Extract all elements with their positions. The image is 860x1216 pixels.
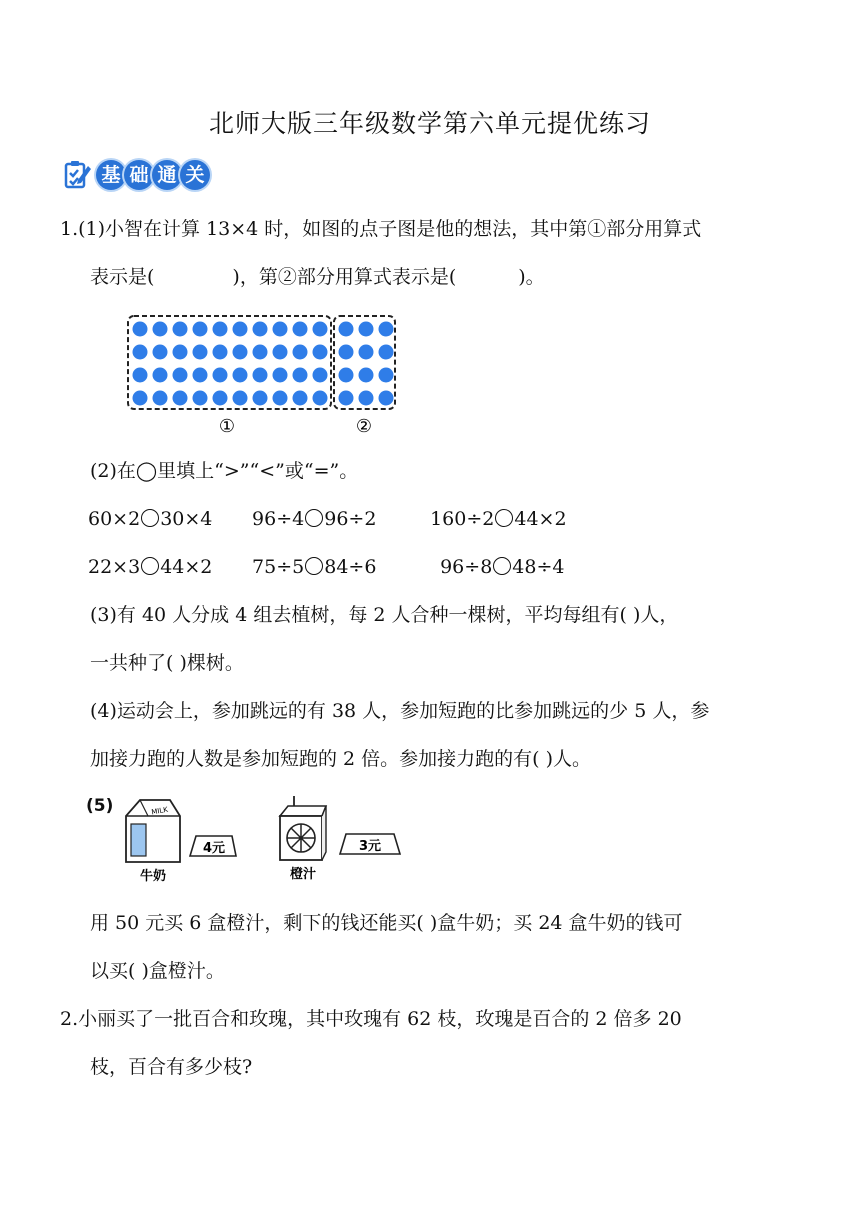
badge-char: 础: [124, 160, 154, 190]
dot: [273, 322, 288, 337]
dot: [213, 368, 228, 383]
badge-char: 基: [96, 160, 126, 190]
dot: [253, 345, 268, 360]
dot: [339, 368, 354, 383]
dot: [313, 322, 328, 337]
dot: [313, 368, 328, 383]
dot: [253, 368, 268, 383]
dot: [293, 391, 308, 406]
q1-p3-line2: 一共种了( )棵树。: [90, 652, 244, 674]
dot: [233, 322, 248, 337]
price-illustration: [118, 796, 418, 886]
compare-item: [430, 504, 566, 534]
compare-left: 60×2: [88, 508, 141, 530]
dot: [173, 322, 188, 337]
compare-right: 84÷6: [324, 556, 377, 578]
compare-item: [88, 504, 246, 534]
compare-left: 96÷4: [252, 508, 305, 530]
dot: [359, 368, 374, 383]
q1-p2-heading: (2)在◯里填上“>”“<”或“=”。: [90, 460, 359, 482]
milk-price: 4元: [202, 841, 226, 856]
compare-circle[interactable]: [493, 557, 511, 575]
dot: [133, 345, 148, 360]
dot: [133, 368, 148, 383]
dot: [193, 322, 208, 337]
dot: [193, 391, 208, 406]
compare-right: 44×2: [514, 508, 567, 530]
compare-left: 96÷8: [440, 556, 493, 578]
dot-group-1: [133, 322, 328, 406]
q1-p4-line2: 加接力跑的人数是参加短跑的 2 倍。参加接力跑的有( )人。: [90, 748, 592, 770]
compare-circle[interactable]: [495, 509, 513, 527]
dot: [339, 345, 354, 360]
dot-group-label-2: ②: [355, 416, 373, 437]
dot: [193, 345, 208, 360]
checklist-icon: [64, 160, 92, 190]
dot: [133, 391, 148, 406]
compare-circle[interactable]: [141, 509, 159, 527]
dot: [273, 368, 288, 383]
milk-carton-icon: [126, 800, 180, 862]
juice-price: 3元: [358, 839, 382, 854]
compare-right: 48÷4: [512, 556, 565, 578]
dot: [173, 345, 188, 360]
compare-left: 75÷5: [252, 556, 305, 578]
q1-p3-line1: (3)有 40 人分成 4 组去植树，每 2 人合种一棵树，平均每组有( )人，: [90, 604, 679, 626]
dot: [233, 391, 248, 406]
compare-item: [88, 552, 246, 582]
compare-circle[interactable]: [305, 557, 323, 575]
section-badge-text: [96, 160, 208, 190]
dot: [173, 368, 188, 383]
compare-row-2: [88, 552, 564, 582]
dot: [153, 391, 168, 406]
page-title: 北师大版三年级数学第六单元提优练习: [208, 109, 651, 138]
compare-right: 30×4: [160, 508, 213, 530]
juice-box-icon: [280, 796, 326, 860]
q1-p4-line1: (4)运动会上，参加跳远的有 38 人，参加短跑的比参加跳远的少 5 人，参: [90, 700, 710, 722]
compare-circle[interactable]: [305, 509, 323, 527]
badge-char: 关: [180, 160, 210, 190]
q1-p1-line2: [90, 262, 545, 292]
compare-right: 96÷2: [324, 508, 377, 530]
dot: [339, 391, 354, 406]
milk-box-text: MILK: [150, 805, 169, 817]
dot: [293, 345, 308, 360]
compare-item: [440, 552, 564, 582]
dot-array-figure: [124, 312, 404, 440]
dot: [213, 345, 228, 360]
dot: [379, 345, 394, 360]
dot: [359, 322, 374, 337]
compare-left: 160÷2: [430, 508, 495, 530]
dot: [173, 391, 188, 406]
dot: [379, 391, 394, 406]
compare-row-1: [88, 504, 567, 534]
compare-circle[interactable]: [141, 557, 159, 575]
dot: [359, 391, 374, 406]
dot: [339, 322, 354, 337]
milk-name: 牛奶: [139, 869, 167, 884]
compare-right: 44×2: [160, 556, 213, 578]
dot: [313, 345, 328, 360]
badge-char: 通: [152, 160, 182, 190]
q1-p1-line1: 1.(1)小智在计算 13×4 时，如图的点子图是他的想法，其中第①部分用算式: [60, 218, 702, 240]
dot: [153, 322, 168, 337]
q2-line1: 2.小丽买了一批百合和玫瑰，其中玫瑰有 62 枝，玫瑰是百合的 2 倍多 20: [60, 1008, 682, 1030]
dot: [313, 391, 328, 406]
dot: [233, 368, 248, 383]
dot: [193, 368, 208, 383]
dot: [213, 322, 228, 337]
dot-group-label-1: ①: [218, 416, 236, 437]
dot: [253, 391, 268, 406]
dot: [293, 322, 308, 337]
juice-name: 橙汁: [289, 867, 317, 882]
compare-item: [252, 552, 434, 582]
compare-item: [252, 504, 424, 534]
dot: [379, 322, 394, 337]
dot-group-2: [339, 322, 394, 406]
dot: [253, 322, 268, 337]
dot: [233, 345, 248, 360]
compare-left: 22×3: [88, 556, 141, 578]
q1-p5-label: (5): [86, 796, 114, 816]
dot: [153, 368, 168, 383]
dot: [213, 391, 228, 406]
q2-line2: 枝，百合有多少枝?: [90, 1056, 253, 1078]
dot: [273, 391, 288, 406]
q1-p1-text-c: )。: [518, 266, 545, 288]
q1-p1-text-a: 表示是(: [90, 266, 155, 288]
juice-price-tag: [340, 834, 400, 854]
dot: [379, 368, 394, 383]
q1-p5-line2: 以买( )盒橙汁。: [90, 960, 225, 982]
dot: [153, 345, 168, 360]
q1-p5-line1: 用 50 元买 6 盒橙汁，剩下的钱还能买( )盒牛奶；买 24 盒牛奶的钱可: [90, 912, 683, 934]
q1-p1-text-b: )，第②部分用算式表示是(: [232, 266, 457, 288]
dot: [133, 322, 148, 337]
milk-price-tag: [190, 836, 236, 856]
section-badge: [64, 160, 208, 190]
dot: [273, 345, 288, 360]
dot: [359, 345, 374, 360]
dot: [293, 368, 308, 383]
